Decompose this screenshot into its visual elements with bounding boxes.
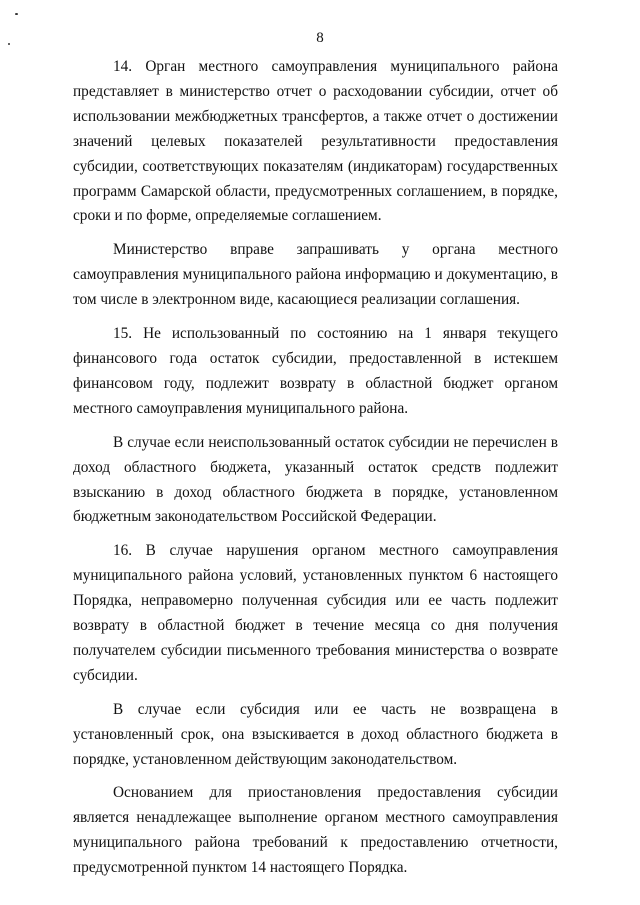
document-body — [73, 55, 558, 890]
paragraph-16: 16. В случае нарушения органом местного самоуправления муниципального района условий, установленных пунктом 6 настоящего Порядка, неправомерно полученная субсидия или ее часть подлежит возврату в областной бюджет в течение месяца со дня получения получателем субсидии письменного требования министерства о возврате субсидии. — [73, 542, 558, 684]
page-number: 8 — [316, 30, 324, 46]
paragraph-unused-balance: В случае если неиспользованный остаток субсидии не перечислен в доход областного бюджета, указанный остаток средств подлежит взысканию в доход областного бюджета в порядке, установленном бюджетным законодательством Российской Федерации. — [73, 433, 558, 526]
paragraph-suspension-basis: Основанием для приостановления предоставления субсидии является ненадлежащее выполнение органом местного самоуправления муниципального района требований к предоставлению отчетности, предусмотренной пунктом 14 настоящего Порядка. — [73, 784, 558, 877]
paragraph-not-returned: В случае если субсидия или ее часть не возвращена в установленный срок, она взыскивается в доход областного бюджета в порядке, установленном действующим законодательством. — [73, 700, 558, 768]
scan-speck — [15, 13, 18, 15]
paragraph-14: 14. Орган местного самоуправления муниципального района представляет в министерство отчет о расходовании субсидии, отчет об использовании межбюджетных трансфертов, а также отчет о достижении значений целевых показателей результативности предоставления субсидии, соответствующих показателям (индикаторам) государственных программ Самарской области, предусмотренных соглашением, в порядке, сроки и по форме, определяемые соглашением. — [73, 58, 558, 225]
paragraph-ministry-request: Министерство вправе запрашивать у органа местного самоуправления муниципального района информацию и документацию, в том числе в электронном виде, касающиеся реализации соглашения. — [73, 241, 558, 309]
paragraph-15: 15. Не использованный по состоянию на 1 января текущего финансового года остаток субсидии, предоставленной в истекшем финансовом году, подлежит возврату в областной бюджет органом местного самоуправления муниципального района. — [73, 325, 558, 417]
